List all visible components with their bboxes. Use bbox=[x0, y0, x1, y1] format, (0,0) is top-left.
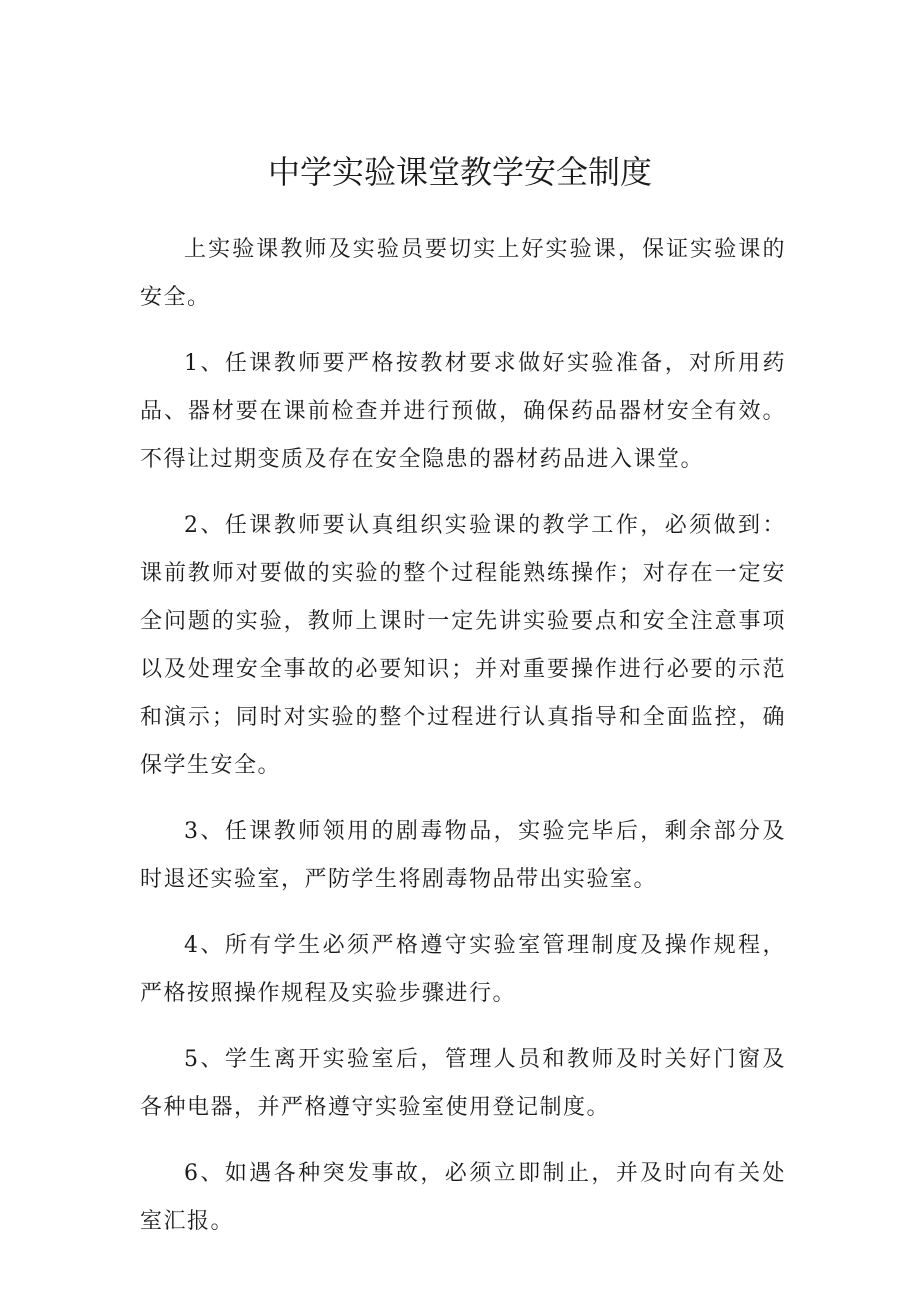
paragraph-rule-2: 2、任课教师要认真组织实验课的教学工作，必须做到：课前教师对要做的实验的整个过程能熟练操作；对存在一定安全问题的实验，教师上课时一定先讲实验要点和安全注意事项以及处理安全事故的必要知识；并对重要操作进行必要的示范和演示；同时对实验的整个过程进行认真指导和全面监控，确保学生安全。 bbox=[140, 513, 786, 778]
document-title: 中学实验课堂教学安全制度 bbox=[267, 153, 652, 191]
paragraph-rule-6: 6、如遇各种突发事故，必须立即制止，并及时向有关处室汇报。 bbox=[140, 1161, 786, 1234]
paragraph-intro: 上实验课教师及实验员要切实上好实验课，保证实验课的安全。 bbox=[140, 237, 786, 310]
paragraph-rule-1: 1、任课教师要严格按教材要求做好实验准备，对所用药品、器材要在课前检查并进行预做，确保药品器材安全有效。不得让过期变质及存在安全隐患的器材药品进入课堂。 bbox=[140, 351, 786, 472]
paragraph-rule-5: 5、学生离开实验室后，管理人员和教师及时关好门窗及各种电器，并严格遵守实验室使用登记制度。 bbox=[140, 1047, 786, 1120]
paragraph-rule-4: 4、所有学生必须严格遵守实验室管理制度及操作规程，严格按照操作规程及实验步骤进行。 bbox=[140, 933, 786, 1006]
document-body bbox=[140, 226, 786, 1264]
paragraph-rule-3: 3、任课教师领用的剧毒物品，实验完毕后，剩余部分及时退还实验室，严防学生将剧毒物品带出实验室。 bbox=[140, 819, 786, 892]
